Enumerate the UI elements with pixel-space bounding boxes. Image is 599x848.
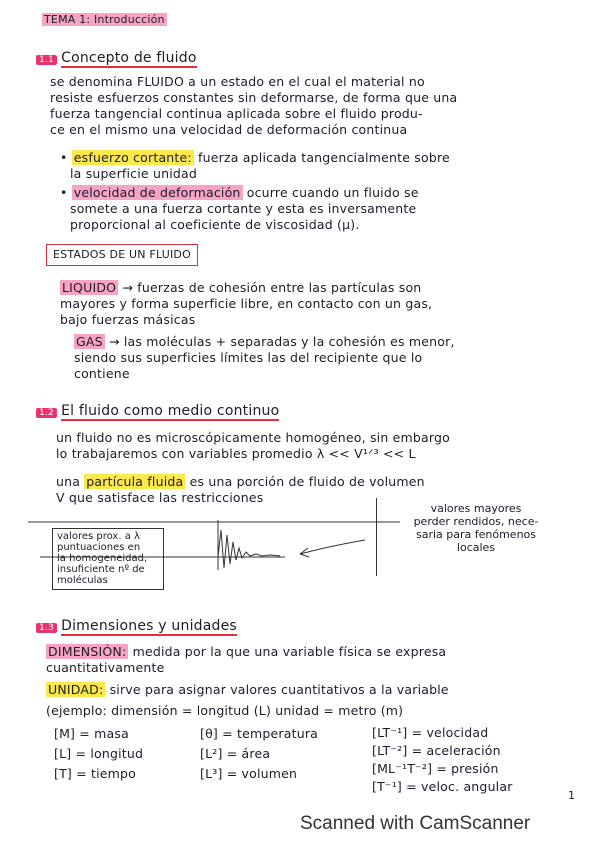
left-note-5: moléculas	[57, 575, 108, 586]
col2-row-3: [L³] = volumen	[200, 766, 298, 781]
particle-line-2: V que satisface las restricciones	[56, 490, 264, 505]
right-note-1: valores mayores	[430, 502, 522, 515]
sec2-paragraph	[56, 430, 450, 462]
gas-line-2: siendo sus superficies límites las del recipiente que lo	[74, 350, 423, 365]
sec1-line-1: se denomina FLUIDO a un estado en el cual el material no	[50, 74, 425, 89]
col3-row-2: [LT⁻²] = aceleración	[372, 743, 501, 758]
scanner-footer: Scanned with CamScanner	[300, 813, 531, 834]
col3-row-1: [LT⁻¹] = velocidad	[372, 725, 489, 740]
right-note-box	[376, 498, 575, 576]
left-note-1: valores prox. a λ	[57, 531, 140, 542]
bullet-2-text: ocurre cuando un fluido se	[246, 185, 419, 200]
gas-block	[74, 334, 455, 382]
estados-box-label: ESTADOS DE UN FLUIDO	[53, 248, 191, 261]
left-note-2: puntuaciones en	[57, 542, 141, 553]
example-text: (ejemplo: dimensión = longitud (L) unidad = metro (m)	[46, 703, 404, 718]
unidad-text: sirve para asignar valores cuantitativos a la variable	[109, 682, 449, 697]
section-1-number: 1.1	[36, 55, 57, 65]
section-1-heading	[36, 50, 197, 68]
col1-row-3: [T] = tiempo	[54, 766, 137, 781]
bullet-1-text: fuerza aplicada tangencialmente sobre	[198, 150, 450, 165]
bullet-2	[60, 185, 419, 233]
bullet-dot: •	[60, 150, 72, 165]
dimension-line-1: medida por la que una variable física se expresa	[132, 644, 447, 659]
liquido-line-1: → fuerzas de cohesión entre las partículas son	[122, 280, 422, 295]
title-text: TEMA 1: Introducción	[44, 13, 165, 26]
left-note-4: insuficiente nº de	[57, 564, 145, 575]
sec2-line-1: un fluido no es microscópicamente homogéneo, sin embargo	[56, 430, 450, 445]
liquido-term: LIQUIDO	[62, 280, 117, 295]
unidad-term: UNIDAD:	[48, 682, 104, 697]
oscillation-curve	[218, 530, 280, 568]
arrow-line	[300, 540, 365, 554]
bullet-1-text-2: la superficie unidad	[70, 166, 198, 181]
col3-row-3: [ML⁻¹T⁻²] = presión	[372, 761, 499, 776]
particle-line-1b: es una porción de fluido de volumen	[189, 474, 425, 489]
right-note-3: saria para fenómenos	[415, 528, 537, 541]
bullet-1	[60, 150, 450, 182]
page-title	[42, 12, 167, 28]
particle-line-1a: una	[56, 474, 81, 489]
col1-row-1: [M] = masa	[54, 726, 129, 741]
liquido-line-3: bajo fuerzas másicas	[60, 312, 196, 327]
right-note-2: perder rendidos, nece-	[413, 515, 539, 528]
bullet-2-line-2: proporcional al coeficiente de viscosidad (μ).	[70, 217, 360, 232]
bullet-1-term: esfuerzo cortante:	[73, 150, 192, 165]
estados-box	[46, 244, 198, 266]
dimensions-col-2	[200, 724, 318, 784]
section-1-title: Concepto de fluido	[61, 50, 197, 66]
dimensions-col-1	[54, 724, 143, 784]
sec2-line-2: lo trabajaremos con variables promedio λ << V¹ᐟ³ << L	[56, 446, 416, 461]
dimension-term: DIMENSIÓN:	[48, 644, 127, 659]
section-2-number: 1.2	[36, 408, 57, 418]
bullet-2-line-1: somete a una fuerza cortante y esta es inversamente	[70, 201, 417, 216]
dimension-block	[46, 644, 446, 676]
sec1-paragraph	[50, 74, 570, 138]
sec1-line-3: fuerza tangencial continua aplicada sobre el fluido produ-	[50, 106, 423, 121]
col2-row-2: [L²] = área	[200, 746, 271, 761]
right-note-4: locales	[456, 541, 496, 554]
gas-line-1: → las moléculas + separadas y la cohesión es menor,	[108, 334, 455, 349]
col2-row-1: [θ] = temperatura	[200, 726, 319, 741]
sec1-line-4: ce en el mismo una velocidad de deformación continua	[50, 122, 408, 137]
sec1-line-2: resiste esfuerzos constantes sin deformarse, de forma que una	[50, 90, 458, 105]
particle-term: partícula fluida	[86, 474, 184, 489]
unidad-block	[46, 682, 449, 698]
bullet-2-term: velocidad de deformación	[73, 185, 241, 200]
section-3-title: Dimensiones y unidades	[61, 618, 237, 634]
col3-row-4: [T⁻¹] = veloc. angular	[372, 779, 513, 794]
section-3-heading	[36, 618, 237, 636]
gas-term: GAS	[76, 334, 103, 349]
example-line	[46, 703, 403, 719]
dimensions-col-3	[372, 724, 513, 796]
dimension-line-2: cuantitativamente	[46, 660, 165, 675]
section-2-heading	[36, 403, 279, 421]
left-note-3: la homogeneidad,	[57, 553, 148, 564]
page-number: 1	[568, 789, 576, 802]
gas-line-3: contiene	[74, 366, 130, 381]
liquido-line-2: mayores y forma superficie libre, en contacto con un gas,	[60, 296, 433, 311]
section-3-number: 1.3	[36, 623, 57, 633]
col1-row-2: [L] = longitud	[54, 746, 144, 761]
section-2-title: El fluido como medio continuo	[61, 403, 280, 419]
bullet-dot: •	[60, 185, 72, 200]
liquido-block	[60, 280, 432, 328]
